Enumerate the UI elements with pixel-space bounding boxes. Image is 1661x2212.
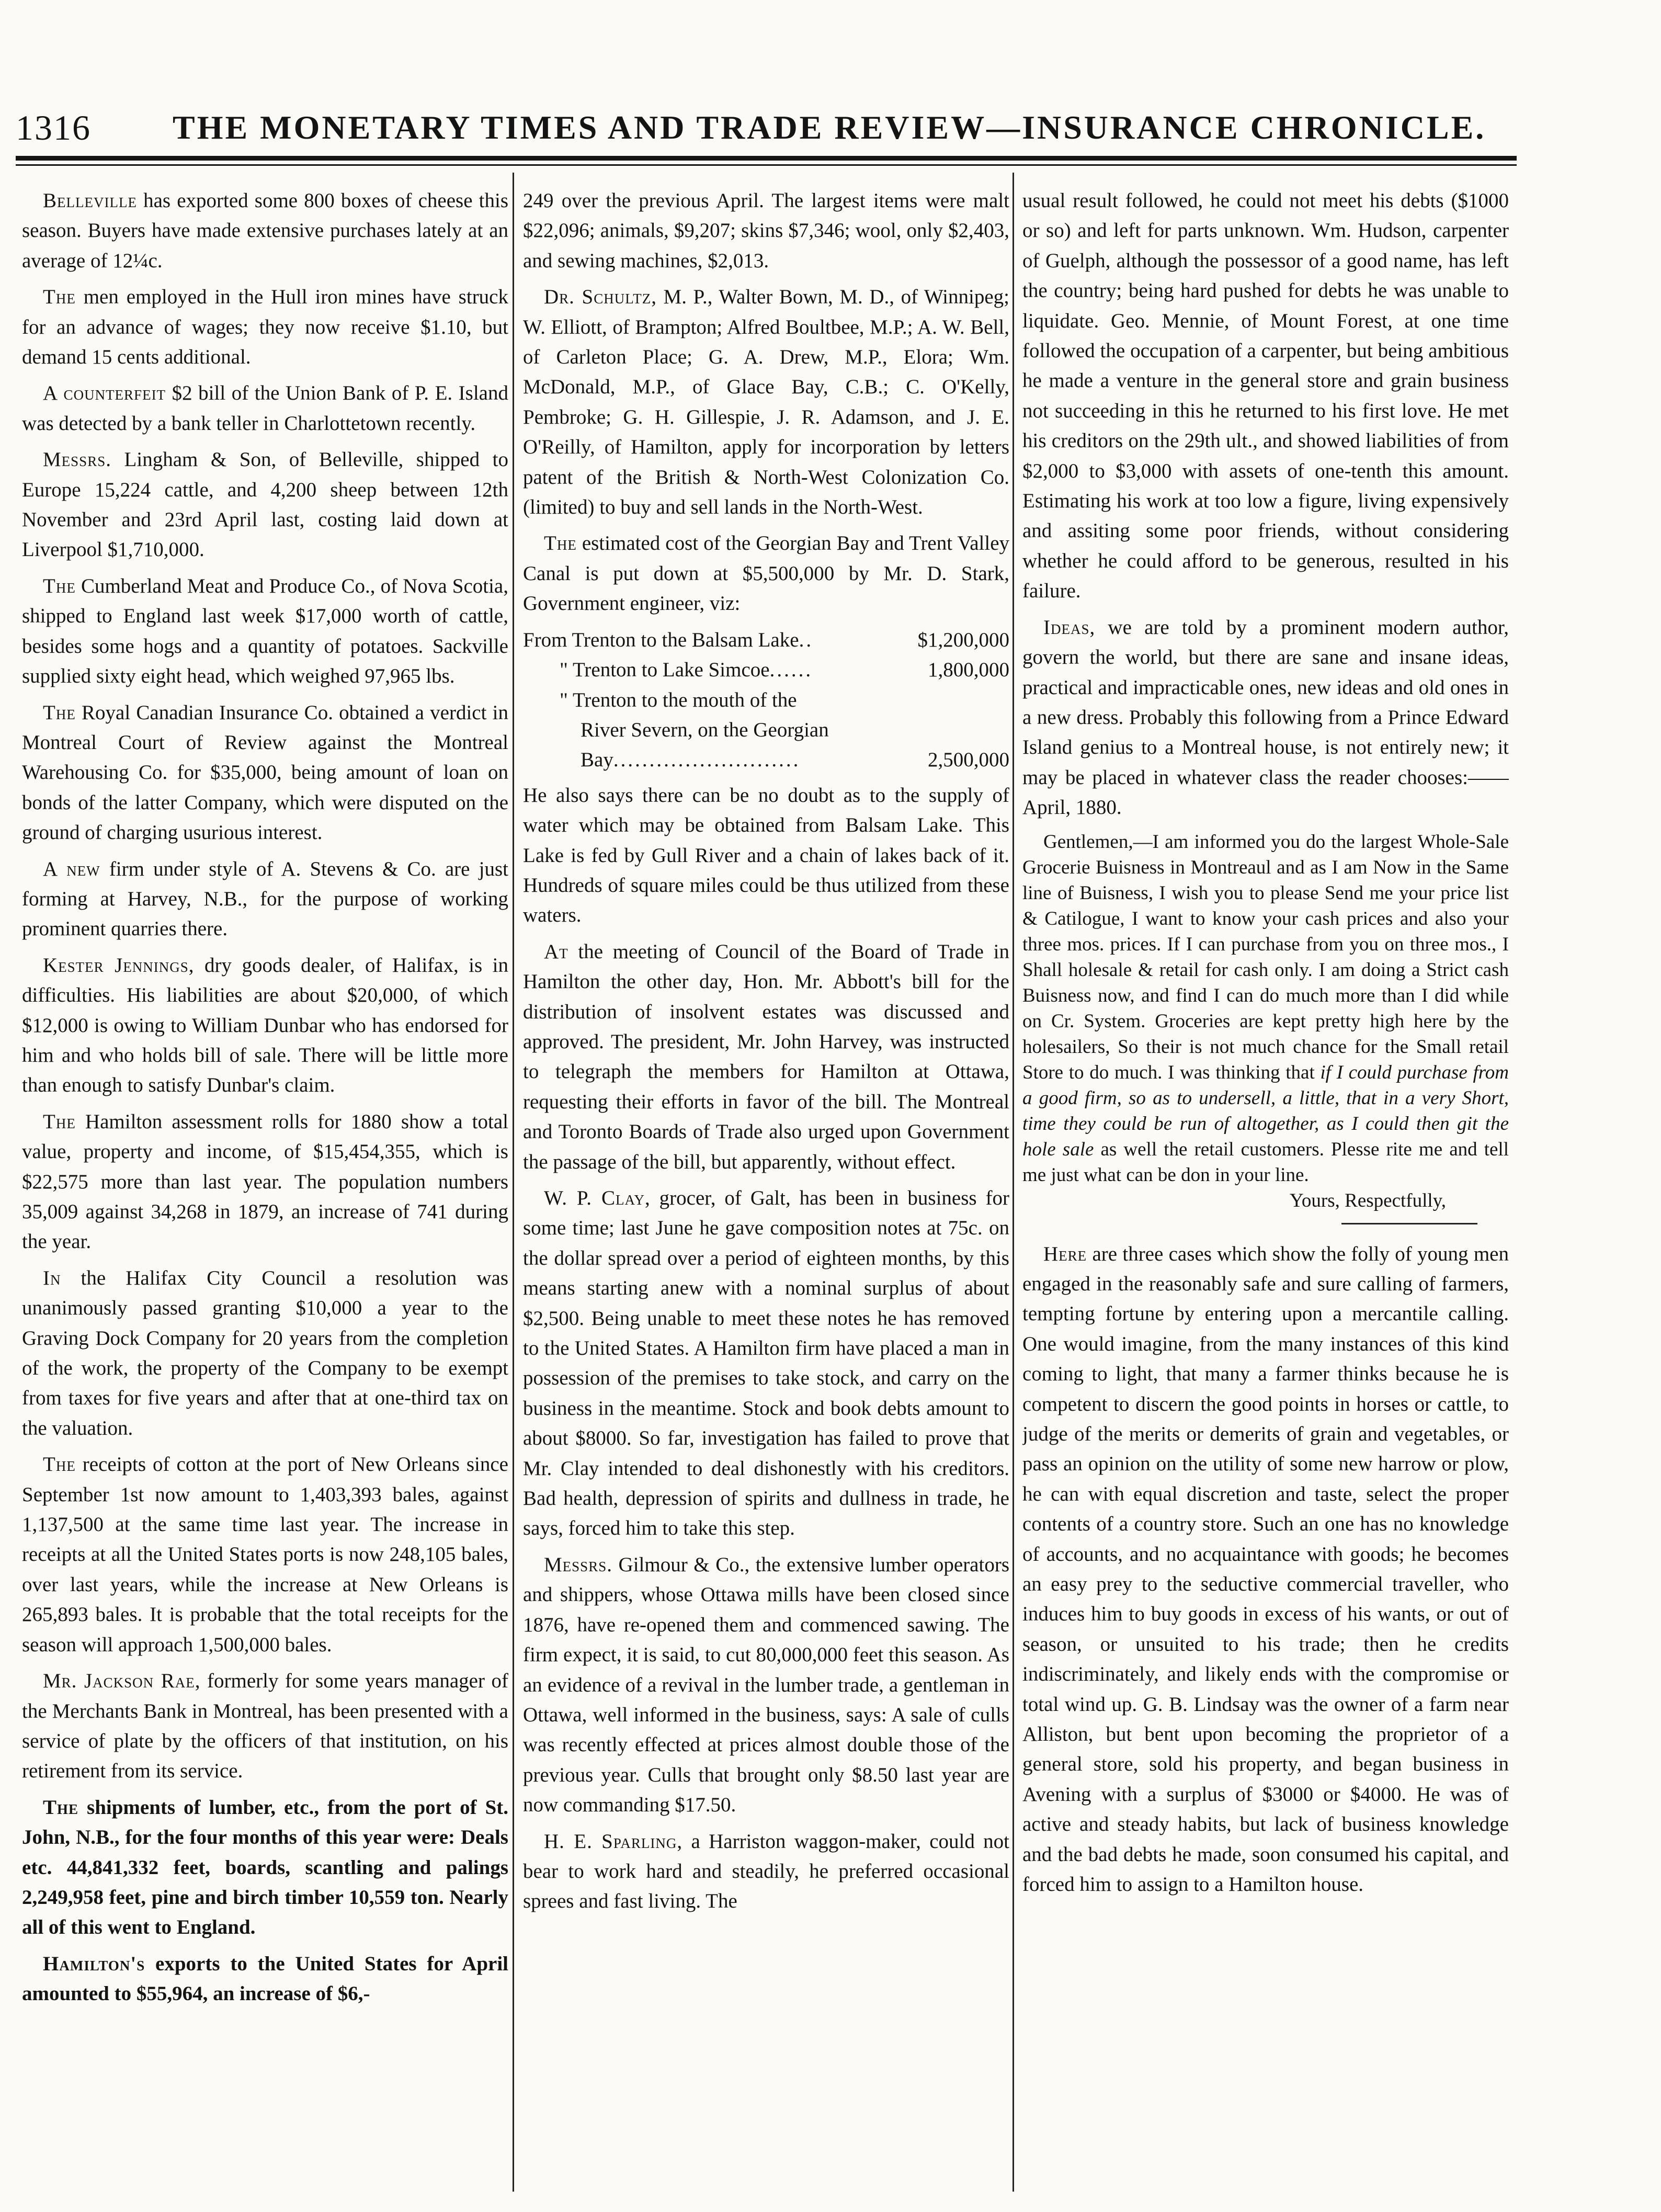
canal-cost-row: Bay .......................... 2,500,000 xyxy=(581,748,1009,772)
news-item: The Hamilton assessment rolls for 1880 show a total value, property and income, of $15,454,355, which is $22,575 more than last year. The population numbers 35,009 against 34,268 in 1879, an increase of 741 during the year. xyxy=(22,1110,508,1253)
news-item: Mr. Jackson Rae, formerly for some years manager of the Merchants Bank in Montreal, has been presented with a service of plate by the officers of that institution, on his retirement from its service. xyxy=(22,1670,508,1783)
news-item: The Cumberland Meat and Produce Co., of Nova Scotia, shipped to England last week $17,000 worth of cattle, besides some hogs and a quantity of potatoes. Sackville supplied sixty eight head, which weighed 97,965 lbs. xyxy=(22,574,508,688)
news-item: Messrs. Gilmour & Co., the extensive lumber operators and shippers, whose Ottawa mills have been closed since 1876, have re-opened them and commenced sawing. The firm expect, it is said, to cut 80,000,000 feet this season. As an evidence of a revival in the lumber trade, a gentleman in Ottawa, well informed in the business, says: A sale of culls was recently effected at prices almost double those of the previous year. Culls that brought only $8.50 last year are now commanding $17.50. xyxy=(523,1553,1009,1817)
header-rule-thin xyxy=(16,164,1517,166)
news-item-continued: 249 over the previous April. The largest items were malt $22,096; animals, $9,207; skins $7,346; wool, only $2,403, and sewing machines, $2,013. xyxy=(523,189,1009,272)
header-rule-thick xyxy=(16,156,1517,161)
letter-closing: Yours, Respectfully, xyxy=(1289,1189,1446,1211)
news-item: The Royal Canadian Insurance Co. obtained a verdict in Montreal Court of Review against the Montreal Warehousing Co. for $35,000, being amount of loan on bonds of the latter Company, which were disputed on the ground of charging usurious interest. xyxy=(22,701,508,844)
column-divider-2 xyxy=(1012,173,1014,2192)
news-item: H. E. Sparling, a Harriston waggon-maker, could not bear to work hard and steadily, he preferred occasional sprees and fast living. The xyxy=(523,1830,1009,1913)
section-rule xyxy=(1341,1223,1477,1224)
news-item: Ideas, we are told by a prominent modern author, govern the world, but there are sane and insane ideas, practical and impracticable ones, new ideas and old ones in a new dress. Probably this following from a Prince Edward Island genius to a Montreal house, is not entirely new; it may be placed in whatever class the reader chooses:—— April, 1880. xyxy=(1022,616,1509,819)
news-item: Dr. Schultz, M. P., Walter Bown, M. D., of Winnipeg; W. Elliott, of Brampton; Alfred Boultbee, M.P.; A. W. Bell, of Carleton Place; G. A. Drew, M.P., Elora; Wm. McDonald, M.P., of Glace Bay, C.B.; C. O'Kelly, Pembroke; G. H. Gillespie, J. R. Adamson, and J. E. O'Reilly, of Hamilton, apply for incorporation by letters patent of the British & North-West Colonization Co. (limited) to buy and sell lands in the North-West. xyxy=(523,286,1009,519)
page-header xyxy=(16,102,1647,149)
news-item: Kester Jennings, dry goods dealer, of Halifax, is in difficulties. His liabilities are about $20,000, of which $12,000 is owing to William Dunbar who has endorsed for him and who holds bill of sale. There will be little more than enough to satisfy Dunbar's claim. xyxy=(22,954,508,1097)
news-item: In the Halifax City Council a resolution was unanimously passed granting $10,000 a year to the Graving Dock Company for 20 years from the completion of the work, the property of the Company to be exempt from taxes for five years and after that at one-third tax on the valuation. xyxy=(22,1266,508,1439)
news-item: Here are three cases which show the folly of young men engaged in the reasonably safe and sure calling of farmers, tempting fortune by entering upon a mercantile calling. One would imagine, from the many instances of this kind coming to light, that many a farmer thinks because he is competent to discern the good points in horses or cattle, to judge of the merits or demerits of grain and vegetables, or pass an opinion on the utility of some new harrow or plow, he can with equal discretion and taste, select the proper contents of a country store. Such an one has no knowledge of accounts, and no acquaintance with goods; he becomes an easy prey to the seductive commercial traveller, who induces him to buy goods in excess of his wants, or out of season, or unsuited to his trade; then he credits indiscriminately, and likely ends with the compromise or total wind up. G. B. Lindsay was the owner of a farm near Alliston, but bent upon becoming the proprietor of a general store, sold his property, and began business in Avening with a surplus of $3000 or $4000. He was of active and steady habits, but lack of business knowledge and the bad debts he made, soon consumed his capital, and forced him to assign to a Hamilton house. xyxy=(1022,1242,1509,1896)
masthead-title: THE MONETARY TIMES AND TRADE REVIEW—INSURANCE CHRONICLE. xyxy=(173,109,1486,146)
canal-cost-row: " Trenton to the mouth of the xyxy=(560,688,797,711)
news-item: Hamilton's exports to the United States for April amounted to $55,964, an increase of $6,- xyxy=(22,1952,508,2005)
news-item: The estimated cost of the Georgian Bay and Trent Valley Canal is put down at $5,500,000 by Mr. D. Stark, Government engineer, viz: xyxy=(523,532,1009,615)
canal-cost-table xyxy=(523,625,1009,775)
column-1 xyxy=(22,186,508,2194)
column-divider-1 xyxy=(513,173,514,2192)
news-item: W. P. Clay, grocer, of Galt, has been in business for some time; last June he gave composition notes at 75c. on the dollar spread over a period of eighteen months, by this means starting anew with a nominal surplus of about $2,500. Being unable to meet these notes he has removed to the United States. A Hamilton firm have placed a man in possession of the premises to take stock, and carry on the business in the meantime. Stock and book debts amount to about $8000. So far, investigation has failed to prove that Mr. Clay intended to deal dishonestly with his creditors. Bad health, depression of spirits and dullness in trade, he says, forced him to take this step. xyxy=(523,1187,1009,1540)
news-item: A new firm under style of A. Stevens & Co. are just forming at Harvey, N.B., for the purpose of working prominent quarries there. xyxy=(22,857,508,940)
column-2 xyxy=(523,186,1009,2194)
news-item: The receipts of cotton at the port of New Orleans since September 1st now amount to 1,403,393 bales, against 1,137,500 at the same time last year. The increase in receipts at all the United States ports is now 248,105 bales, over last years, while the increase at New Orleans is 265,893 bales. It is probable that the total receipts for the season will approach 1,500,000 bales. xyxy=(22,1453,508,1656)
news-item: The men employed in the Hull iron mines have struck for an advance of wages; they now receive $1.10, but demand 15 cents additional. xyxy=(22,286,508,369)
news-item-continued: He also says there can be no doubt as to the supply of water which may be obtained from Balsam Lake. This Lake is fed by Gull River and a chain of lakes back of it. Hundreds of square miles could be thus utilized from these waters. xyxy=(523,784,1009,927)
canal-cost-row: " Trenton to Lake Simcoe ...... 1,800,000 xyxy=(560,659,1009,682)
news-item: Belleville has exported some 800 boxes of cheese this season. Buyers have made extensive purchases lately at an average of 12¼c. xyxy=(22,189,508,272)
news-item: The shipments of lumber, etc., from the port of St. John, N.B., for the four months of this year were: Deals etc. 44,841,332 feet, boards, scantling and palings 2,249,958 feet, pine and birch timber 10,559 ton. Nearly all of this went to England. xyxy=(22,1796,508,1939)
news-item: Messrs. Lingham & Son, of Belleville, shipped to Europe 15,224 cattle, and 4,200 sheep between 12th November and 23rd April last, costing laid down at Liverpool $1,710,000. xyxy=(22,448,508,561)
column-3 xyxy=(1022,186,1509,2194)
page-number: 1316 xyxy=(16,108,91,148)
canal-cost-row: River Severn, on the Georgian xyxy=(581,718,829,741)
canal-cost-row: From Trenton to the Balsam Lake .. $1,200,000 xyxy=(523,628,1009,651)
letter-body: Gentlemen,—I am informed you do the largest Whole-Sale Grocerie Buisness in Montreaul and as I am Now in the Same line of Buisness, I wish you to please Send me your price list & Catilogue, I want to know your cash prices and also your three mos. prices. If I can purchase from you on three mos., I Shall holesale & retail for cash only. I am doing a Strict cash Buisness now, and find I can do much more than I did while on Cr. System. Groceries are kept pretty high here by the holesailers, So their is not much chance for the Small retail Store to do much. I was thinking that if I could purchase from a good firm, so as to undersell, a little, that in a very Short, time they could be run of altogether, as I could then git the hole sale as well the retail customers. Plesse rite me and tell me just what can be don in your line. xyxy=(1022,831,1509,1186)
quoted-letter xyxy=(1022,829,1509,1213)
news-item: A counterfeit $2 bill of the Union Bank of P. E. Island was detected by a bank teller in Charlottetown recently. xyxy=(22,382,508,435)
news-item: At the meeting of Council of the Board of Trade in Hamilton the other day, Hon. Mr. Abbott's bill for the distribution of insolvent estates was discussed and approved. The president, Mr. John Harvey, was instructed to telegraph the members for Hamilton at Ottawa, requesting their efforts in favor of the bill. The Montreal and Toronto Boards of Trade also urged upon Government the passage of the bill, but apparently, without effect. xyxy=(523,940,1009,1173)
news-item-continued: usual result followed, he could not meet his debts ($1000 or so) and left for parts unknown. Wm. Hudson, carpenter of Guelph, although the possessor of a good name, has left the country; being hard pushed for debts he was unable to liquidate. Geo. Mennie, of Mount Forest, at one time followed the occupation of a carpenter, but being ambitious he made a venture in the general store and grain business not succeeding in this he returned to his first love. He met his creditors on the 29th ult., and showed liabilities of from $2,000 to $3,000 with assets of one-tenth this amount. Estimating his work at too low a figure, living expensively and assiting some poor friends, without considering whether he could afford to be generous, resulted in his failure. xyxy=(1022,189,1509,603)
